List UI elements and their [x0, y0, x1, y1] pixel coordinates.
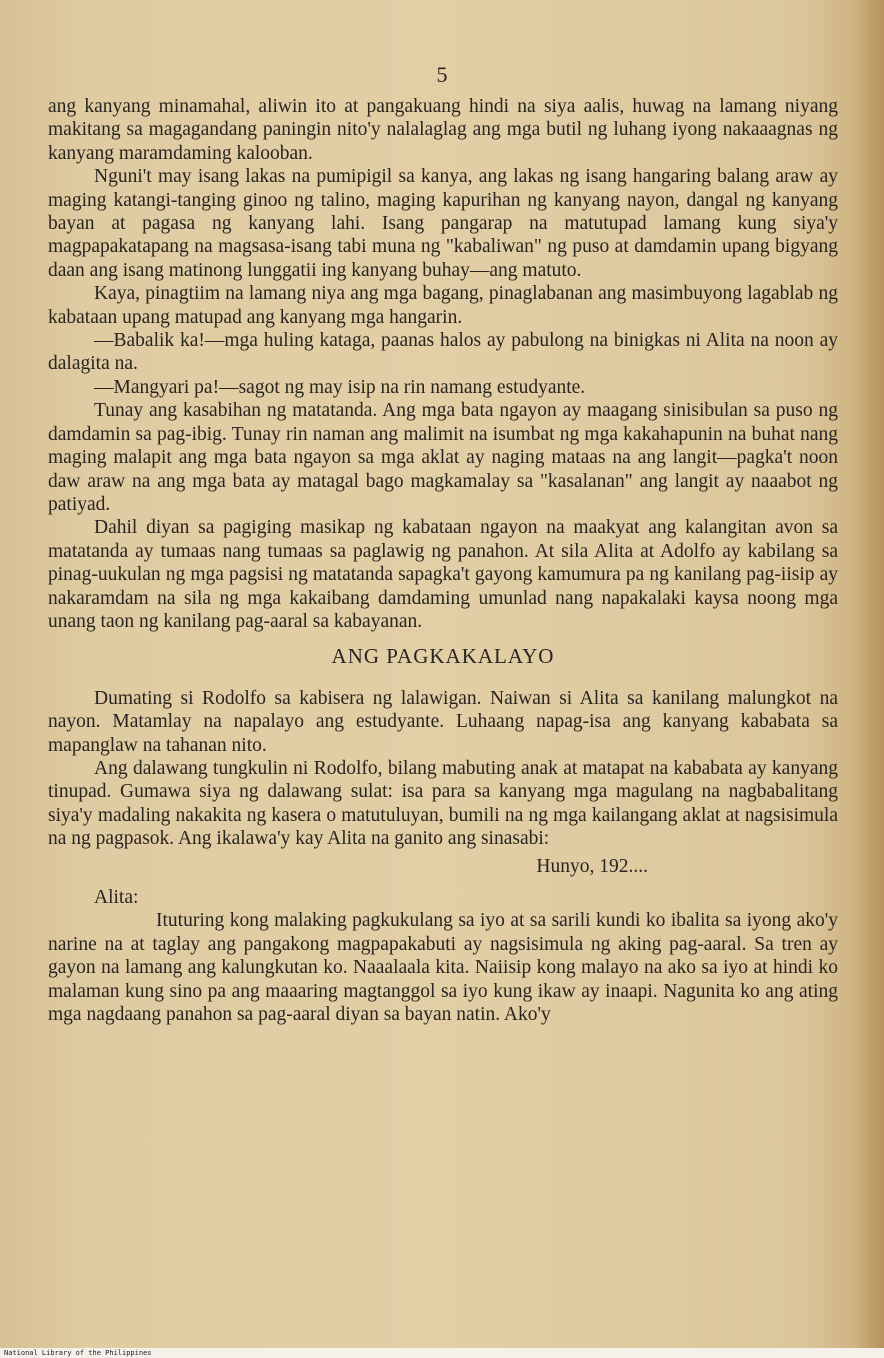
letter-body: Ituturing kong malaking pagkukulang sa iyo at sa sarili kundi ko ibalita sa iyong ako'y narine na at taglay ang pangakong magpapakabuti ay nagsisimula ng aking pag-aaral. Sa tren ay gayon na lamang ang kalungkutan ko. Naaalaala kita. Naiisip kong malayo na ako sa iyo at hindi ko malaman kung sino pa ang maaaring magtanggol sa iyo kung ikaw ay inaapi. Nagunita ko ang ating mga nagdaang panahon sa pag-aaral diyan sa bayan natin. Ako'y	[48, 910, 838, 1026]
paragraph: —Mangyari pa!—sagot ng may isip na rin namang estudyante.	[94, 376, 586, 398]
section-heading: ANG PAGKAKALAYO	[331, 644, 555, 669]
paragraph: Nguni't may isang lakas na pumipigil sa kanya, ang lakas ng isang hangaring balang araw ay maging katangi-tanging ginoo ng talino, maging kapurihan ng kanyang nayon, dangal ng kanyang bayan at pagasa ng kanyang lahi. Isang pangarap na matutupad lamang kung siya'y magpapakatapang na magsasa-isang tabi muna ng "kabaliwan" ng puso at damdamin upang bigyang daan ang isang matinong lunggatii ing kanyang buhay—ang matuto.	[48, 166, 838, 281]
page-edge-shadow	[854, 0, 884, 1348]
library-footer: National Library of the Philippines	[4, 1349, 152, 1357]
paragraph: Tunay ang kasabihan ng matatanda. Ang mga bata ngayon ay maagang sinisibulan sa puso ng damdamin sa pag-ibig. Tunay rin naman ang malimit na isumbat ng mga kakahapunin na buhat nang maging malapit ang mga bata ngayon sa mga aklat ay naging mataas na ang langit—pagka't noon daw araw na ang mga bata ay matagal bago magkamalay sa "kasalanan" ang langit ay naaabot ng patiyad.	[48, 400, 838, 515]
paragraph: Kaya, pinagtiim na lamang niya ang mga bagang, pinaglabanan ang masimbuyong lagablab ng kabataan upang matupad ang kanyang mga hangarin.	[48, 283, 838, 328]
paragraph: ang kanyang minamahal, aliwin ito at pangakuang hindi na siya aalis, huwag na lamang niyang makitang sa magagandang paningin nito'y nalalaglag ang mga butil ng luhang iyong nakaaagnas ng kanyang maramdaming kalooban.	[48, 96, 838, 164]
paragraph: Dahil diyan sa pagiging masikap ng kabataan ngayon na maakyat ang kalangitan avon sa matatanda ay tumaas nang tumaas sa paglawig ng panahon. At sila Alita at Adolfo ay kabilang sa pinag-uukulan ng mga pagsisi ng matatanda sapagka't gayong kamumura pa ng kanilang pag-iisip ay nakaramdam na sila ng mga kakaibang damdaming umunlad nang napakalaki kaysa noong mga unang taon ng kanilang pag-aaral sa kabayanan.	[48, 517, 838, 632]
paragraph: Ang dalawang tungkulin ni Rodolfo, bilang mabuting anak at matapat na kababata ay kanyang tinupad. Gumawa siya ng dalawang sulat: isa para sa kanyang mga magulang na nagbabalitang siya'y madaling nakakita ng kasera o matutuluyan, bumili na ng mga kailangang aklat at nagsisimula na ng pagpasok. Ang ikalawa'y kay Alita na ganito ang sinasabi:	[48, 757, 838, 850]
letter-dateline: Hunyo, 192....	[536, 855, 648, 877]
paragraph: Dumating si Rodolfo sa kabisera ng lalawigan. Naiwan si Alita sa kanilang malungkot na nayon. Matamlay na napalayo ang estudyante. Luhaang napag-isa ang kanyang kababata sa mapanglaw na tahanan nito.	[48, 687, 838, 756]
letter	[48, 855, 838, 1027]
letter-salutation: Alita:	[94, 887, 139, 908]
paragraph: —Babalik ka!—mga huling kataga, paanas halos ay pabulong na binigkas ni Alita na noon ay dalagita na.	[48, 330, 838, 375]
page-number: 5	[436, 62, 448, 87]
page-text	[48, 95, 838, 1026]
